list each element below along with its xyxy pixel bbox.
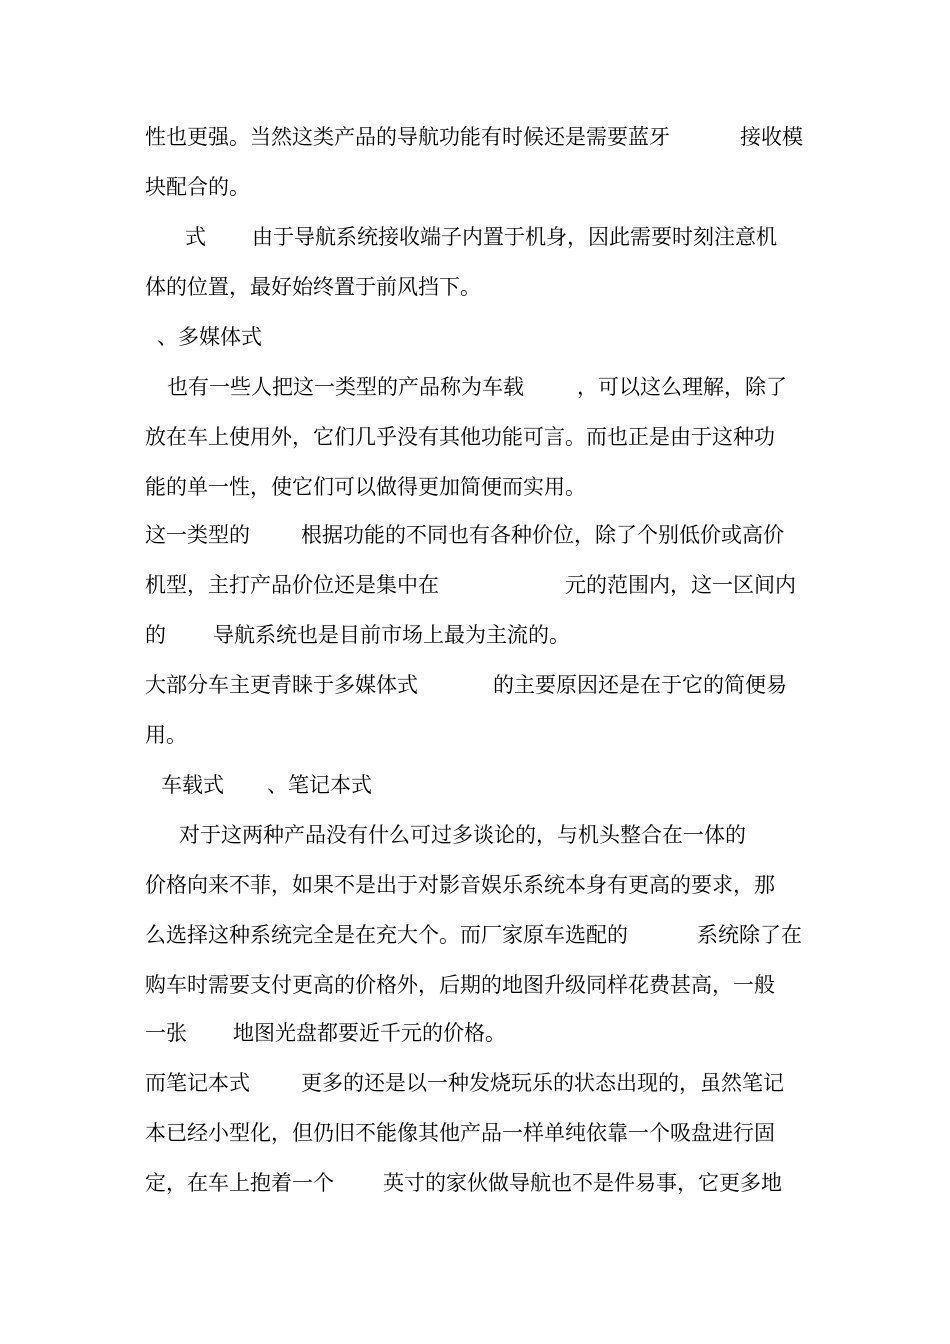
text-segment: 么选择这种系统完全是在充大个。而厂家原车选配的 xyxy=(145,923,628,947)
text-line xyxy=(145,1020,815,1046)
text-segment: 而笔记本式 xyxy=(145,1071,250,1095)
text-line xyxy=(145,424,815,450)
text-segment: 体的位置，最好始终置于前风挡下。 xyxy=(145,275,481,299)
text-segment: 由于导航系统接收端子内置于机身，因此需要时刻注意机 xyxy=(252,225,777,249)
text-segment: 导航系统也是目前市场上最为主流的。 xyxy=(213,623,570,647)
text-segment: 式 xyxy=(185,225,206,249)
section-heading xyxy=(145,324,815,350)
text-segment: 系统除了在 xyxy=(697,923,802,947)
text-line xyxy=(145,1120,815,1146)
text-segment: 机型，主打产品价位还是集中在 xyxy=(145,573,439,597)
text-segment: 块配合的。 xyxy=(145,175,250,199)
text-segment: 性也更强。当然这类产品的导航功能有时候还是需要蓝牙 xyxy=(145,125,670,149)
text-segment: 购车时需要支付更高的价格外，后期的地图升级同样花费甚高，一般 xyxy=(145,973,775,997)
text-line xyxy=(145,872,815,898)
text-line xyxy=(145,474,815,500)
text-segment: 元的范围内，这一区间内 xyxy=(565,573,796,597)
text-segment: 大部分车主更青睐于多媒体式 xyxy=(145,673,418,697)
text-line xyxy=(145,124,815,150)
text-line xyxy=(145,722,815,748)
text-segment: 更多的还是以一种发烧玩乐的状态出现的，虽然笔记 xyxy=(301,1071,784,1095)
text-line xyxy=(145,622,815,648)
text-line xyxy=(145,374,815,400)
text-segment: 本已经小型化，但仍旧不能像其他产品一样单纯依靠一个吸盘进行固 xyxy=(145,1121,775,1145)
text-segment: 对于这两种产品没有什么可过多谈论的，与机头整合在一体的 xyxy=(179,823,746,847)
text-line xyxy=(145,922,815,948)
text-line xyxy=(145,972,815,998)
text-segment: 能的单一性，使它们可以做得更加简便而实用。 xyxy=(145,475,586,499)
text-segment: 英寸的家伙做导航也不是件易事，它更多地 xyxy=(383,1171,782,1195)
text-segment: 这一类型的 xyxy=(145,523,250,547)
text-segment: 的主要原因还是在于它的简便易 xyxy=(493,673,787,697)
text-segment: 根据功能的不同也有各种价位，除了个别低价或高价 xyxy=(301,523,784,547)
text-segment: 接收模 xyxy=(740,125,803,149)
text-line xyxy=(145,822,815,848)
text-segment: 、笔记本式 xyxy=(267,773,372,797)
text-segment: 用。 xyxy=(145,723,187,747)
text-segment: 、多媒体式 xyxy=(157,325,262,349)
text-segment: 车载式 xyxy=(161,773,224,797)
section-heading xyxy=(145,772,815,798)
text-line xyxy=(145,1070,815,1096)
text-segment: 定，在车上抱着一个 xyxy=(145,1171,334,1195)
text-line xyxy=(145,572,815,598)
text-line xyxy=(145,224,815,250)
text-segment: 地图光盘都要近千元的价格。 xyxy=(233,1021,506,1045)
text-line xyxy=(145,1170,815,1196)
text-line xyxy=(145,522,815,548)
text-segment: 放在车上使用外，它们几乎没有其他功能可言。而也正是由于这种功 xyxy=(145,425,775,449)
text-segment: 也有一些人把这一类型的产品称为车载 xyxy=(167,375,524,399)
text-segment: 的 xyxy=(145,623,166,647)
text-line xyxy=(145,174,815,200)
text-line xyxy=(145,672,815,698)
text-segment: 价格向来不菲，如果不是出于对影音娱乐系统本身有更高的要求，那 xyxy=(145,873,775,897)
text-segment: ，可以这么理解，除了 xyxy=(577,375,787,399)
text-segment: 一张 xyxy=(145,1021,187,1045)
text-line xyxy=(145,274,815,300)
